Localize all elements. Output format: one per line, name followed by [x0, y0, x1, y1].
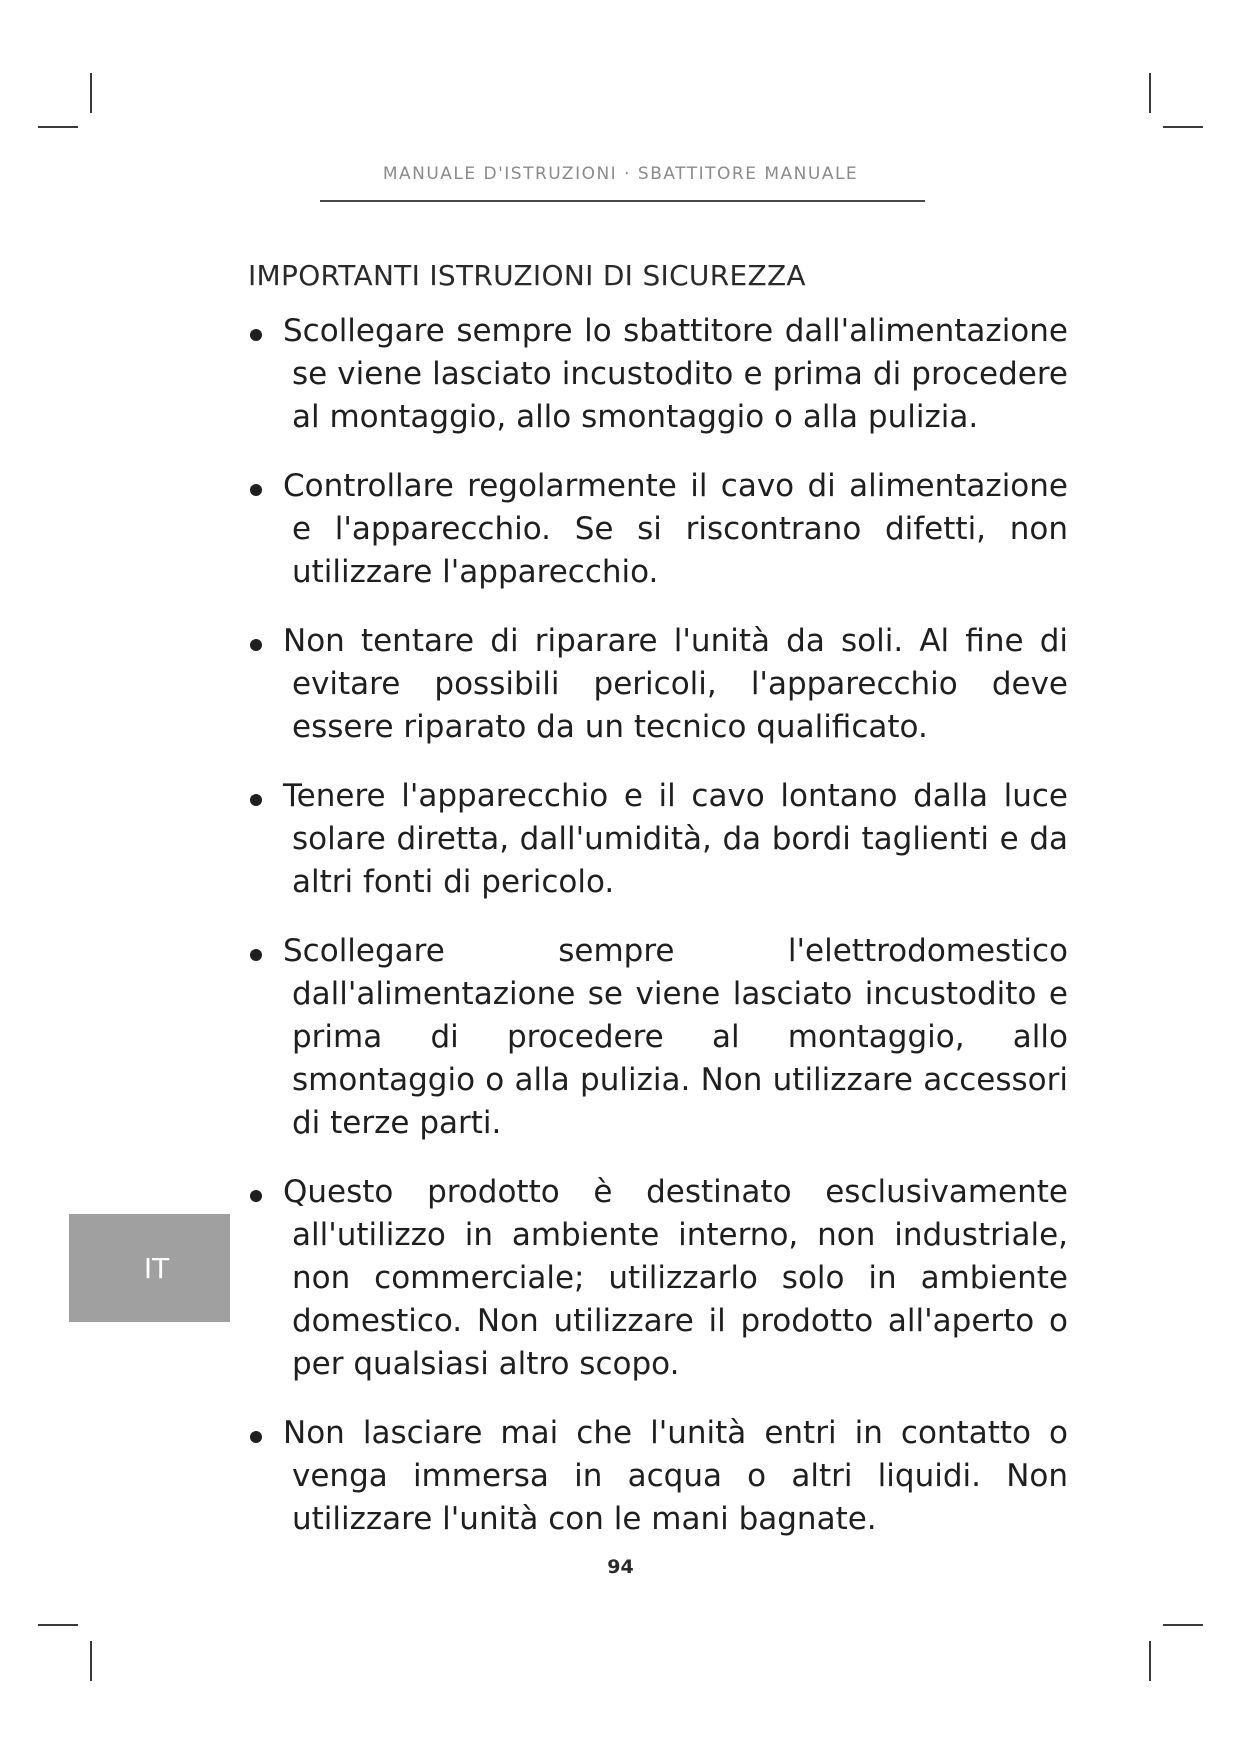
crop-mark-top-right-horizontal: [1163, 126, 1203, 128]
list-item: [248, 1171, 1068, 1386]
section-title: IMPORTANTI ISTRUZIONI DI SICUREZZA: [248, 259, 806, 292]
header-rule: [320, 200, 925, 202]
list-item: [248, 930, 1068, 1145]
list-item-text: Questo prodotto è destinato esclusivamente all'utilizzo in ambiente interno, non industriale, non commerciale; utilizzarlo solo in ambiente domestico. Non utilizzare il prodotto all'aperto o per qualsiasi altro scopo.: [283, 1174, 1068, 1382]
list-item-text: Scollegare sempre lo sbattitore dall'alimentazione se viene lasciato incustodito e prima di procedere al montaggio, allo smontaggio o alla pulizia.: [283, 313, 1068, 435]
list-item-text: Non tentare di riparare l'unità da soli. Al fine di evitare possibili pericoli, l'apparecchio deve essere riparato da un tecnico qualificato.: [283, 623, 1068, 745]
list-item: [248, 620, 1068, 749]
crop-mark-bottom-left-horizontal: [38, 1624, 78, 1626]
list-item-text: Tenere l'apparecchio e il cavo lontano dalla luce solare diretta, dall'umidità, da bordi taglienti e da altri fonti di pericolo.: [283, 778, 1068, 900]
bullet-icon: [250, 794, 262, 806]
bullet-icon: [250, 639, 262, 651]
bullet-icon: [250, 949, 262, 961]
bullet-icon: [250, 1190, 262, 1202]
language-tab-label: IT: [143, 1251, 170, 1285]
crop-mark-bottom-right-vertical: [1149, 1641, 1151, 1681]
crop-mark-top-left-horizontal: [38, 126, 78, 128]
crop-mark-top-left-vertical: [90, 73, 92, 113]
bullet-icon: [250, 329, 262, 341]
list-item: [248, 465, 1068, 594]
list-item: [248, 775, 1068, 904]
list-item-text: Scollegare sempre l'elettrodomestico dall'alimentazione se viene lasciato incustodito e prima di procedere al montaggio, allo smontaggio o alla pulizia. Non utilizzare accessori di terze parti.: [283, 933, 1068, 1141]
language-tab: [69, 1214, 230, 1322]
crop-mark-bottom-left-vertical: [90, 1641, 92, 1681]
safety-instructions-list: [248, 310, 1068, 1567]
bullet-icon: [250, 1431, 262, 1443]
running-header: MANUALE D'ISTRUZIONI · SBATTITORE MANUALE: [382, 164, 859, 184]
list-item-text: Non lasciare mai che l'unità entri in contatto o venga immersa in acqua o altri liquidi. Non utilizzare l'unità con le mani bagnate.: [283, 1415, 1068, 1537]
list-item: [248, 1412, 1068, 1541]
crop-mark-bottom-right-horizontal: [1163, 1624, 1203, 1626]
page-number: 94: [607, 1556, 634, 1578]
list-item-text: Controllare regolarmente il cavo di alimentazione e l'apparecchio. Se si riscontrano difetti, non utilizzare l'apparecchio.: [283, 468, 1068, 590]
crop-mark-top-right-vertical: [1149, 73, 1151, 113]
bullet-icon: [250, 484, 262, 496]
list-item: [248, 310, 1068, 439]
